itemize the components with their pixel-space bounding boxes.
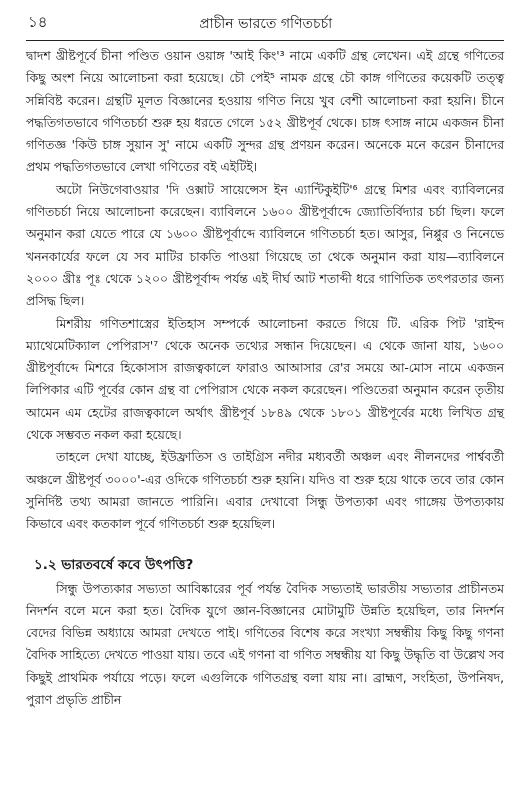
page-header	[26, 10, 504, 41]
paragraph-egypt: মিশরীয় গণিতশাস্ত্রের ইতিহাস সম্পর্কে আলোচনা করতে গিয়ে টি. এরিক পিট 'রাইন্দ ম্যাথেমেটিক্যাল পেপিরাস'⁷ থেকে অনেক তথ্যের সন্ধান দিয়েছেন। এ থেকে জানা যায়, ১৬০০ খ্রীষ্টপূর্বাব্দে মিশরে হিকোসাস রাজত্বকালে ফারাও আআসার রে'র সময়ে আ-মোস নামে একজন লিপিকার এটি পূর্বের কোন গ্রন্থ বা পেপিরাস থেকে নকল করেছেন। পণ্ডিতেরা অনুমান করেন তৃতীয় আমেন এম হেটের রাজত্বকালে অর্থাৎ খ্রীষ্টপূর্ব ১৮৪৯ থেকে ১৮০১ খ্রীষ্টপূর্বের মধ্যে লিখিত গ্রন্থ থেকে সম্ভবত নকল করা হয়েছে।	[26, 316, 504, 443]
paragraph-india: সিন্ধু উপত্যকার সভ্যতা আবিষ্কারের পূর্ব পর্যন্ত বৈদিক সভ্যতাই ভারতীয় সভ্যতার প্রাচীনতম নিদর্শন বলে মনে করা হত। বৈদিক যুগে জ্ঞান-বিজ্ঞানের মোটামুটি উন্নতি হয়েছিল, তার নিদর্শন বেদের বিভিন্ন অধ্যায়ে আমরা দেখতে পাই। গণিতের বিশেষ করে সংখ্যা সম্বন্ধীয় কিছু কিছু গণনা বৈদিক সাহিত্যে দেখতে পাওয়া যায়। তবে এই গণনা বা গণিত সম্বন্ধীয় যা কিছু উদ্ধৃতি বা উল্লেখ সব কিছুই প্রাথমিক পর্যায়ে পড়ে। ফলে এগুলিকে গণিতগ্রন্থ বলা যায় না। ব্রাহ্মণ, সংহিতা, উপনিষদ, পুরাণ প্রভৃতি প্রাচীন	[26, 581, 504, 708]
paragraph-babylon: অটো নিউগেবাওয়ার 'দি ওক্সাট সায়েন্সেস ইন এ্যান্টিকুইটি'⁶ গ্রন্থে মিশর এবং ব্যাবিলনের গণিতচর্চা নিয়ে আলোচনা করেছেন। ব্যাবিলনে ১৬০০ খ্রীষ্টপূর্বাব্দে জ্যোতির্বিদ্যার চর্চা ছিল। ফলে অনুমান করা যেতে পারে যে ১৬০০ খ্রীষ্টপূর্বাব্দে ব্যাবিলনে গণিতচর্চা হত। আসুর, নিপ্পুর ও নিনেভে খননকার্যের ফলে যে সব মাটির চাকতি পাওয়া গিয়েছে তা থেকে অনুমান করা যায়—ব্যাবিলনে ২০০০ খ্রীঃ পূঃ থেকে ১২০০ খ্রীষ্টপূর্বাব্দ পর্যন্ত এই দীর্ঘ আট শতাব্দী ধরে গাণিতিক তৎপরতার জন্য প্রসিদ্ধ ছিল।	[26, 182, 504, 309]
running-title: প্রাচীন ভারতে গণিতচর্চা	[199, 16, 333, 32]
paragraph-summary: তাহলে দেখা যাচ্ছে, ইউফ্রাতিস ও তাইগ্রিস নদীর মধ্যবর্তী অঞ্চল এবং নীলনদের পার্শ্ববর্তী অঞ্চলে খ্রীষ্টপূর্ব ৩০০০'-এর ওদিকে গণিতচর্চা শুরু হয়নি। যদিও বা শুরু হয়ে থাকে তবে তার কোন সুনির্দিষ্ট তথ্য আমরা জানতে পারিনি। এবার দেখাবো সিন্ধু উপত্যকা এবং গাঙ্গেয় উপত্যকায় কিভাবে এবং কতকাল পূর্বে গণিতচর্চা শুরু হয়েছিল।	[26, 450, 504, 532]
paragraph-china: দ্বাদশ খ্রীষ্টপূর্বে চীনা পণ্ডিত ওয়ান ওয়াঙ্গ 'আই কিং'³ নামে একটি গ্রন্থ লেখেন। এই গ্রন্থে গণিতের কিছু অংশ নিয়ে আলোচনা করা হয়েছে। চৌ পেই⁵ নামক গ্রন্থে চৌ কাঙ্গ গণিতের কয়েকটি তত্ত্ব সন্নিবিষ্ট করেন। গ্রন্থটি মূলত বিজ্ঞানের হওয়ায় গণিত নিয়ে খুব বেশী আলোচনা করা হয়নি। চীনে পদ্ধতিগতভাবে গণিতচর্চা শুরু হয় ধরতে গেলে ১৫২ খ্রীষ্টপূর্ব থেকে। চাঙ্গ ৎসাঙ্গ নামে একজন চীনা গণিতজ্ঞ 'কিউ চাঙ্গ সুয়ান সু' নামে একটি সুন্দর গ্রন্থ প্রণয়ন করেন। অনেকে মনে করেন চীনাদের প্রথম পদ্ধতিগতভাবে লেখা গণিতের বই এইটিই।	[26, 49, 504, 175]
section-heading: ১.২ ভারতবর্ষে কবে উৎপত্তি?	[34, 556, 194, 573]
page-number: ১৪	[28, 13, 48, 31]
